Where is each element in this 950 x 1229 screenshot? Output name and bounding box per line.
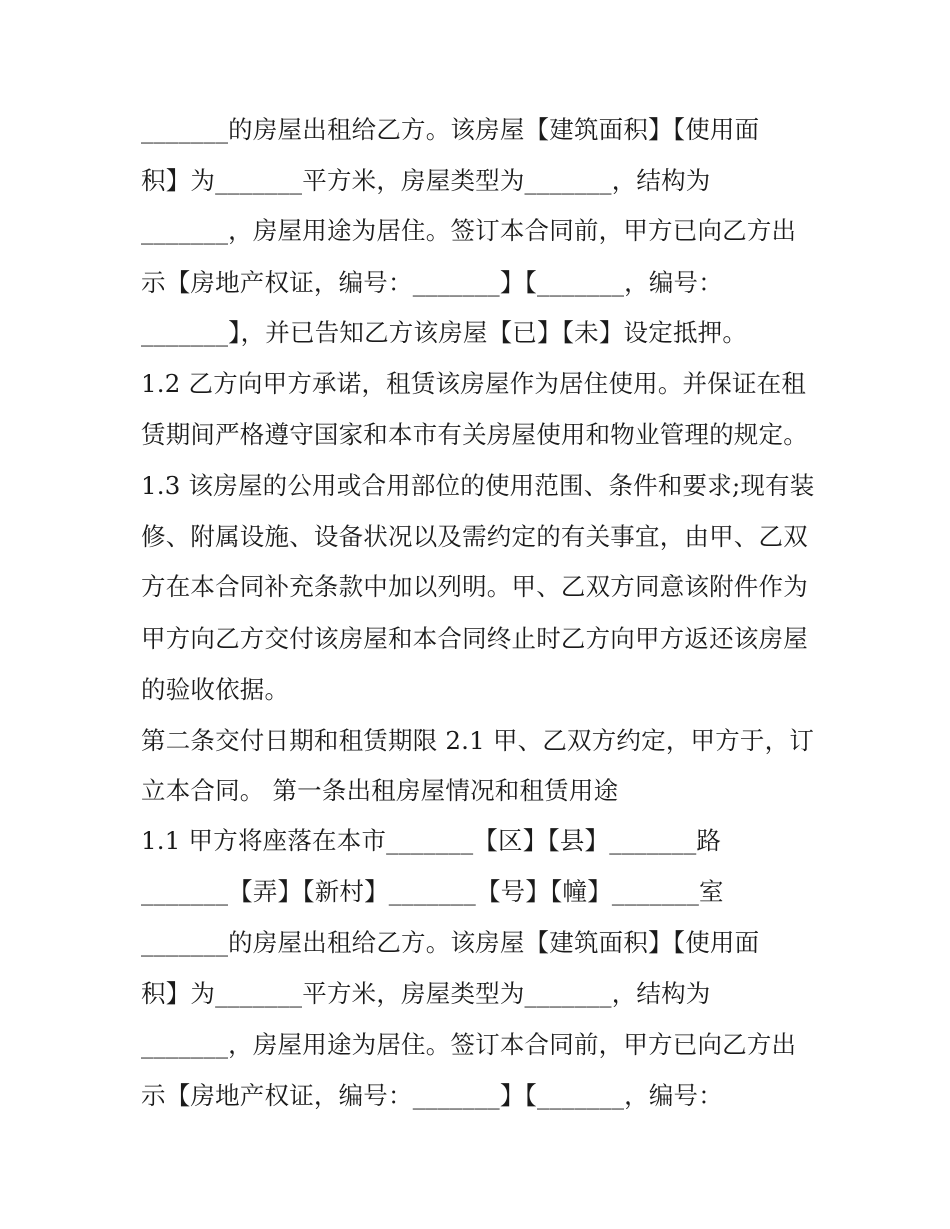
text-line: 方在本合同补充条款中加以列明。甲、乙双方同意该附件作为	[141, 572, 808, 601]
text-line: _______的房屋出租给乙方。该房屋【建筑面积】【使用面	[141, 115, 760, 144]
text-line: _______【弄】【新村】_______【号】【幢】_______室	[141, 877, 724, 906]
text-line: 1.3 该房屋的公用或合用部位的使用范围、条件和要求;现有装	[141, 471, 815, 500]
text-line: 的验收依据。	[141, 675, 290, 704]
text-line: 甲方向乙方交付该房屋和本合同终止时乙方向甲方返还该房屋	[141, 624, 808, 653]
text-line: 1.1 甲方将座落在本市_______【区】【县】_______路	[141, 826, 722, 855]
text-line: 1.2 乙方向甲方承诺，租赁该房屋作为居住使用。并保证在租	[141, 369, 807, 398]
text-line: 赁期间严格遵守国家和本市有关房屋使用和物业管理的规定。	[141, 420, 808, 449]
text-line: _______的房屋出租给乙方。该房屋【建筑面积】【使用面	[141, 928, 760, 957]
text-line: 积】为_______平方米，房屋类型为_______，结构为	[141, 166, 711, 195]
text-line: 积】为_______平方米，房屋类型为_______，结构为	[141, 979, 711, 1008]
text-line: 修、附属设施、设备状况以及需约定的有关事宜，由甲、乙双	[141, 522, 808, 551]
text-line: _______，房屋用途为居住。签订本合同前，甲方已向乙方出	[141, 1030, 797, 1059]
text-line: 立本合同。 第一条出租房屋情况和租赁用途	[141, 776, 619, 805]
text-line: _______，房屋用途为居住。签订本合同前，甲方已向乙方出	[141, 216, 797, 245]
text-line: 第二条交付日期和租赁期限 2.1 甲、乙双方约定，甲方于，订	[141, 726, 815, 755]
text-line: 示【房地产权证，编号：_______】【_______，编号：	[141, 1081, 723, 1110]
text-line: 示【房地产权证，编号：_______】【_______，编号：	[141, 268, 723, 297]
text-line: _______】，并已告知乙方该房屋【已】【未】设定抵押。	[141, 318, 748, 347]
